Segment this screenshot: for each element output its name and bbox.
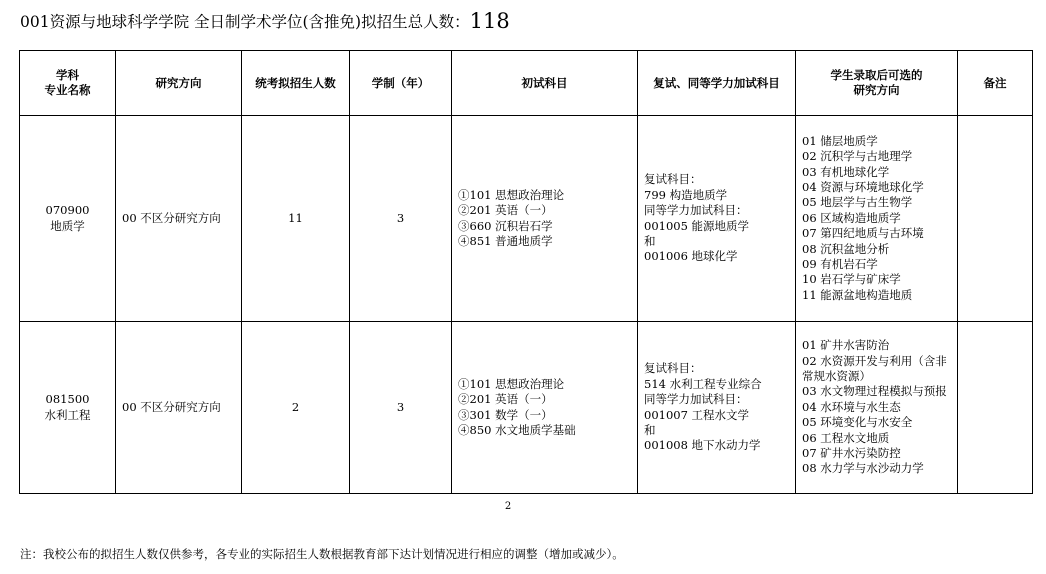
retest-line: 001005 能源地质学 xyxy=(644,218,750,233)
exam-subject: ①101 思想政治理论 xyxy=(458,187,565,202)
major-cell xyxy=(20,116,116,322)
exam-cell xyxy=(452,322,638,494)
retest-line: 799 构造地质学 xyxy=(644,187,728,202)
retest-line: 同等学力加试科目： xyxy=(644,392,748,407)
exam-subject: ①101 思想政治理论 xyxy=(458,376,565,391)
header-major: 学科 专业名称 xyxy=(20,51,116,116)
page-title xyxy=(20,6,1030,36)
retest-line: 001007 工程水文学 xyxy=(644,407,750,422)
header-years: 学制（年） xyxy=(350,51,452,116)
direction-item: 06 区域构造地质学 xyxy=(802,210,901,225)
header-exam: 初试科目 xyxy=(452,51,638,116)
direction-item: 03 有机地球化学 xyxy=(802,164,890,179)
retest-line: 同等学力加试科目： xyxy=(644,203,748,218)
exam-subject: ④850 水文地质学基础 xyxy=(458,422,576,437)
retest-line: 和 xyxy=(644,422,656,437)
retest-line: 复试科目： xyxy=(644,172,702,187)
direction-item: 03 水文物理过程模拟与预报 xyxy=(802,384,947,399)
direction-item: 08 水力学与水沙动力学 xyxy=(802,461,924,476)
direction-item: 01 储层地质学 xyxy=(802,133,878,148)
title-text: 001资源与地球科学学院 全日制学术学位(含推免)拟招生总人数： xyxy=(20,13,470,31)
header-row xyxy=(20,51,1033,116)
direction-item: 01 矿井水害防治 xyxy=(802,338,890,353)
retest-line: 和 xyxy=(644,233,656,248)
remark-cell xyxy=(958,116,1033,322)
directions-cell xyxy=(796,322,958,494)
admission-table xyxy=(19,50,1033,494)
exam-subject: ③301 数学（一） xyxy=(458,407,553,422)
footnote: 注：我校公布的拟招生人数仅供参考，各专业的实际招生人数根据教育部下达计划情况进行相应的调整（增加或减少）。 xyxy=(20,547,624,561)
total-count: 118 xyxy=(469,9,510,33)
direction-item: 05 地层学与古生物学 xyxy=(802,195,913,210)
table-row xyxy=(20,116,1033,322)
major-name: 地质学 xyxy=(50,218,85,233)
direction-item: 04 水环境与水生态 xyxy=(802,399,901,414)
direction-item: 04 资源与环境地球化学 xyxy=(802,179,924,194)
direction-item: 05 环境变化与水安全 xyxy=(802,415,913,430)
header-retest: 复试、同等学力加试科目 xyxy=(638,51,796,116)
direction-item: 07 矿井水污染防控 xyxy=(802,446,901,461)
retest-line: 001006 地球化学 xyxy=(644,249,738,264)
exam-subject: ②201 英语（一） xyxy=(458,392,553,407)
directions-cell xyxy=(796,116,958,322)
count-cell: 2 xyxy=(242,322,350,494)
table-row xyxy=(20,322,1033,494)
page-number: 2 xyxy=(504,501,512,512)
retest-cell xyxy=(638,116,796,322)
header-remark: 备注 xyxy=(958,51,1033,116)
direction-item: 08 沉积盆地分析 xyxy=(802,241,890,256)
direction-cell: 00 不区分研究方向 xyxy=(116,322,242,494)
direction-item: 07 第四纪地质与古环境 xyxy=(802,226,924,241)
years-cell: 3 xyxy=(350,116,452,322)
major-cell xyxy=(20,322,116,494)
exam-subject: ②201 英语（一） xyxy=(458,203,553,218)
retest-line: 复试科目： xyxy=(644,361,702,376)
exam-cell xyxy=(452,116,638,322)
direction-item: 10 岩石学与矿床学 xyxy=(802,272,901,287)
remark-cell xyxy=(958,322,1033,494)
header-count: 统考拟招生人数 xyxy=(242,51,350,116)
direction-item: 09 有机岩石学 xyxy=(802,257,878,272)
major-name: 水利工程 xyxy=(44,407,91,422)
direction-item: 06 工程水文地质 xyxy=(802,430,890,445)
header-direction: 研究方向 xyxy=(116,51,242,116)
direction-item: 02 水资源开发与利用（含非常规水资源） xyxy=(802,353,947,383)
exam-subject: ④851 普通地质学 xyxy=(458,233,553,248)
direction-item: 02 沉积学与古地理学 xyxy=(802,149,913,164)
header-directions: 学生录取后可选的 研究方向 xyxy=(796,51,958,116)
major-code: 070900 xyxy=(45,203,90,218)
retest-cell xyxy=(638,322,796,494)
count-cell: 11 xyxy=(242,116,350,322)
exam-subject: ③660 沉积岩石学 xyxy=(458,218,553,233)
direction-cell: 00 不区分研究方向 xyxy=(116,116,242,322)
retest-line: 001008 地下水动力学 xyxy=(644,438,761,453)
years-cell: 3 xyxy=(350,322,452,494)
direction-item: 11 能源盆地构造地质 xyxy=(802,287,913,302)
retest-line: 514 水利工程专业综合 xyxy=(644,376,762,391)
major-code: 081500 xyxy=(45,392,90,407)
